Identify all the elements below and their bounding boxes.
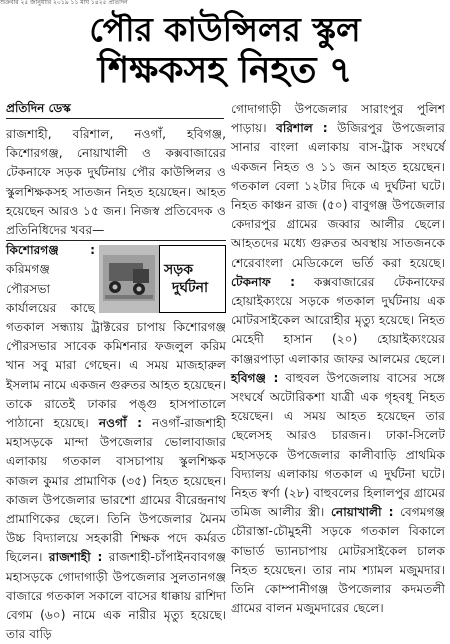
- right-column-text: [231, 100, 445, 618]
- article-column-left: [6, 100, 226, 644]
- naogaon-text: নওগাঁ-রাজশাহী মহাসড়কে মান্দা উপজেলার ভোলাবাজার এলাকায় গতকাল বাসচাপায় স্কুলশিক্ষক কাজল কুমার প্রামাণিক (৩৫) নিহত হয়েছেন। কাজল উপজেলার ভারশো গ্রামের বীরেন্দ্রনাথ প্রামাণিকের ছেলে। তিনি উপজেলার মৈনম উচ্চ বিদ্যালয়ে সহকারী শিক্ষক পদে কর্মরত ছিলেন।: [6, 416, 227, 565]
- noakhali-label: নোয়াখালী :: [330, 505, 394, 520]
- kishoreganj-label: কিশোরগঞ্জ :: [6, 243, 95, 258]
- barishal-text: উজিরপুর উপজেলার সানার বাংলা এলাকায় বাস-ট্রাক সংঘর্ষে একজন নিহত ও ১১ জন আহত হয়েছেন। গতকাল বেলা ১২টার দিকে এ দুর্ঘটনা ঘটে। নিহত কাঞ্চন রাজ (৫০) বাবুগঞ্জ উপজেলার কেদারপুর গ্রামের জব্বার আলীর ছেলে। আহতদের মধ্যে গুরুতর অবস্থায় সাতজনকে শেরেবাংলা মেডিকেলে ভর্তি করা হয়েছে।: [231, 121, 446, 270]
- habiganj-text: বাহুবল উপজেলায় বাসের সঙ্গে সংঘর্ষে অটোরিকশা যাত্রী এক গৃহবধূ নিহত হয়েছেন। এ সময় আহত হয়েছেন তার ছেলেসহ আরও চারজন। ঢাকা-সিলেট মহাসড়কে উপজেলার কালীবাড়ি প্রাথমিক বিদ্যালয় এলাকায় গতকাল এ দুর্ঘটনা ঘটে। নিহত স্বর্ণা (২৮) বাহুবলের হিলালপুর গ্রামের তমিজ আলীর স্ত্রী।: [231, 370, 445, 520]
- rajshahi-text: রাজশাহী-চাঁপাইনবাবগঞ্জ মহাসড়কে গোদাগাড়ী উপজেলার সুলতানগঞ্জ বাজারে গতকাল সকালে বাসের ধাক্কায় রাশিদা বেগম (৬০) নামে এক নারীর মৃত্যু হয়েছে। তার বাড়ি: [6, 550, 226, 642]
- overturned-vehicle-icon: [103, 255, 155, 301]
- teknaf-text: কক্সবাজারের টেকনাফের হোয়াইক্যংয়ে সড়কে গতকাল দুর্ঘটনায় এক মোটরসাইকেল আরোহীর মৃত্যু হয়েছে। নিহত মেহেদী হাসান (২০) হোয়াইক্যংয়ের কাঞ্জরপাড়া এলাকার জাফর আলমের ছেলে।: [231, 274, 445, 366]
- headline: [0, 10, 450, 92]
- byline: প্রতিদিন ডেস্ক: [6, 101, 71, 115]
- barishal-label: বরিশাল :: [276, 121, 328, 136]
- teknaf-label: টেকনাফ :: [231, 274, 296, 289]
- tag-word-1: সড়ক: [164, 262, 194, 279]
- headline-line-1: পৌর কাউন্সিলর স্কুল: [89, 10, 361, 49]
- accident-photo: [99, 245, 159, 313]
- habiganj-label: হবিগঞ্জ :: [231, 370, 279, 385]
- byline-divider: [6, 118, 224, 119]
- kishoreganj-text: করিমগঞ্জ পৌরসভা কার্যালয়ের কাছে গতকাল সন্ধ্যায় ট্রাক্টরের চাপায় কিশোরগঞ্জ পৌরসভার সাবেক কমিশনার ফজলুল করিম খান সবু মারা গেছেন। এ সময় মাজহারুল ইসলাম নামে একজন গুরুতর আহত হয়েছেন। তাকে রাতেই ঢাকার পঙ্গু হাসপাতালে পাঠানো হয়েছে।: [6, 262, 226, 431]
- rajshahi-continued: গোদাগাড়ী উপজেলার সারাংপুর পুলিশ পাড়ায়।: [231, 102, 445, 136]
- noakhali-text: বেগমগঞ্জ চৌরাস্তা-চৌমুহনী সড়কে গতকাল বিকালে কাভার্ড ভ্যানচাপায় মোটরসাইকেল চালক নিহত হয়েছেন। তার নাম শ্যামল মজুমদার। তিনি কোম্পানীগঞ্জ উপজেলার কদমতলী গ্রামের বালন মজুমদারের ছেলে।: [231, 505, 445, 616]
- accident-photo-box: [99, 245, 226, 313]
- headline-line-2: শিক্ষকসহ নিহত ৭: [97, 50, 353, 91]
- kishoreganj-paragraph: [6, 241, 226, 644]
- tag-word-2: দুর্ঘটনা: [172, 280, 209, 297]
- rajshahi-label: রাজশাহী :: [48, 550, 103, 565]
- article-intro: [6, 125, 226, 241]
- road-accident-tag: [159, 245, 226, 313]
- intro-text: রাজশাহী, বরিশাল, নওগাঁ, হবিগঞ্জ, কিশোরগঞ্জ, নোয়াখালী ও কক্সবাজারের টেকনাফে সড়ক দুর্ঘটনায় পৌর কাউন্সিলর ও স্কুলশিক্ষকসহ সাতজন নিহত হয়েছেন। আহত হয়েছেন আরও ১৫ জন। নিজস্ব প্রতিবেদক ও প্রতিনিধিদের খবর—: [6, 127, 226, 238]
- cut-off-top-strip: শুক্রবার ২৫ জানুয়ারি ২০১৯ ১১ মাঘ ১৪২৫ প্রতিদিন: [0, 0, 128, 6]
- article-column-right: [231, 100, 445, 618]
- naogaon-label: নওগাঁ :: [98, 416, 142, 431]
